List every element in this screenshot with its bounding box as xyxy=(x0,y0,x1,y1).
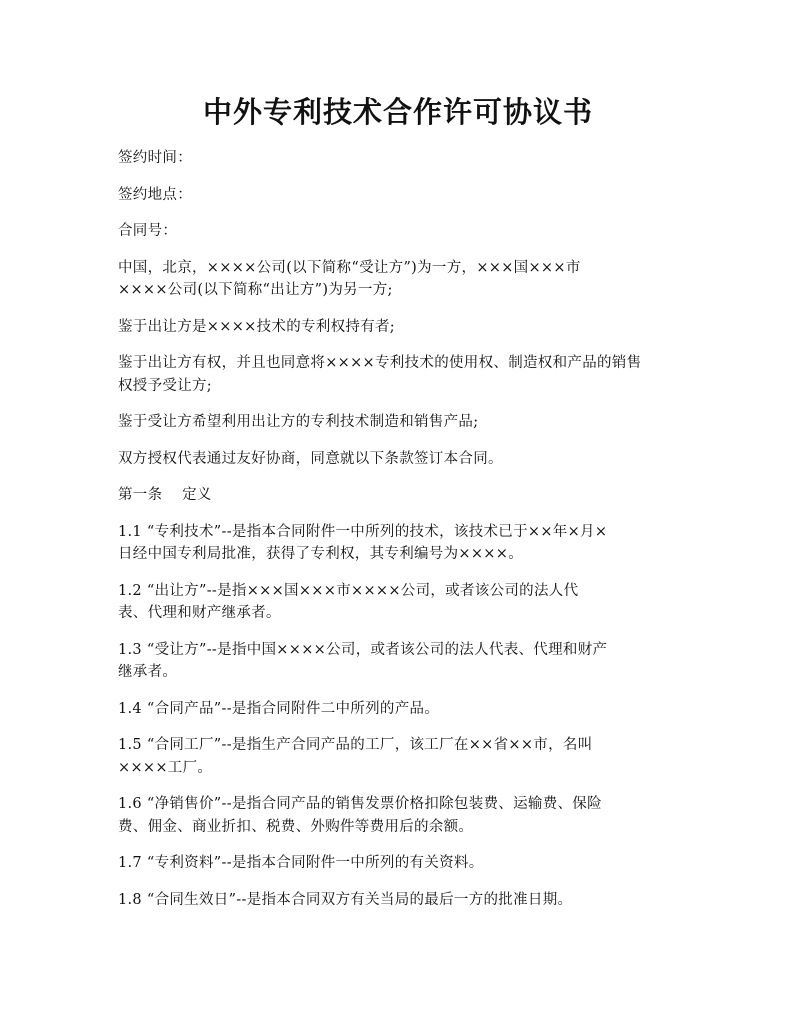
definition-clause: 1.7 “专利资料”--是指本合同附件一中所列的有关资料。 xyxy=(118,855,484,871)
recital-paragraph: 鉴于受让方希望利用出让方的专利技术制造和销售产品; xyxy=(118,414,479,430)
definition-clause: 1.4 “合同产品”--是指合同附件二中所列的产品。 xyxy=(118,700,440,717)
sign-place-line: 签约地点： xyxy=(118,186,192,203)
definition-clause: 1.8 “合同生效日”--是指本合同双方有关当局的最后一方的批准日期。 xyxy=(118,891,573,908)
recital-paragraph: 鉴于出让方是××××技术的专利权持有者; xyxy=(118,318,395,335)
recital-paragraph: 鉴于出让方有权，并且也同意将××××专利技术的使用权、制造权和产品的销售 权授予受让方; xyxy=(118,355,642,394)
definition-clause: 1.5 “合同工厂”--是指生产合同产品的工厂，该工厂在××省××市，名叫 ××××工厂。 xyxy=(118,737,593,776)
definition-clause: 1.3 “受让方”--是指中国××××公司，或者该公司的法人代表、代理和财产 继承者。 xyxy=(118,641,608,680)
contract-number-line: 合同号： xyxy=(118,223,178,239)
parties-paragraph: 中国，北京，××××公司(以下简称“受让方”)为一方，×××国×××市 ××××公司(以下简称“出让方”)为另一方; xyxy=(118,259,581,298)
definition-clause: 1.1 “专利技术”--是指本合同附件一中所列的技术，该技术已于××年×月× 日经中国专利局批准，获得了专利权，其专利编号为××××。 xyxy=(118,523,608,562)
document-body xyxy=(118,147,686,925)
article-heading: 第一条 定义 xyxy=(118,487,212,503)
agreement-paragraph: 双方授权代表通过友好协商，同意就以下条款签订本合同。 xyxy=(118,450,503,467)
document-title: 中外专利技术合作许可协议书 xyxy=(202,95,593,129)
definition-clause: 1.2 “出让方”--是指×××国×××市××××公司，或者该公司的法人代 表、代理和财产继承者。 xyxy=(118,582,579,621)
definition-clause: 1.6 “净销售价”--是指合同产品的销售发票价格扣除包装费、运输费、保险 费、佣金、商业折扣、税费、外购件等费用后的余额。 xyxy=(118,796,602,835)
sign-date-line: 签约时间： xyxy=(118,150,192,166)
